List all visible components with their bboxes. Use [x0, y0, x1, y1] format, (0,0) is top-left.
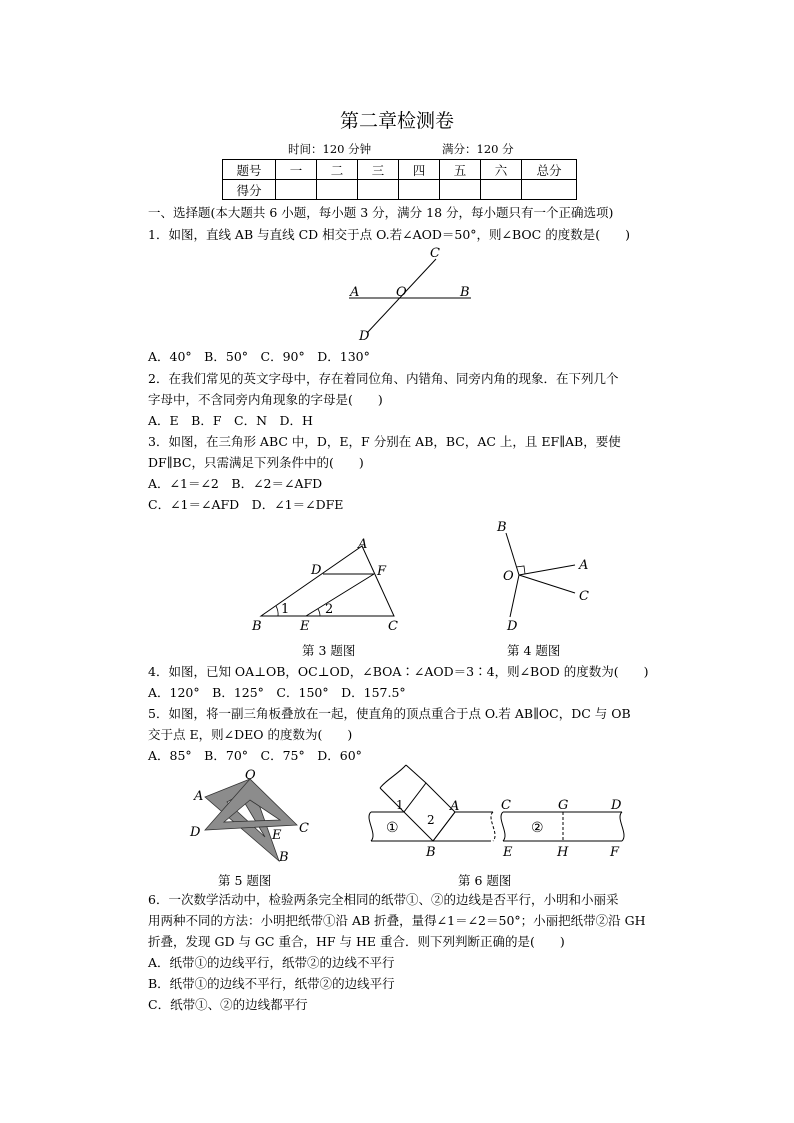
score-header-cell: 题号: [223, 160, 276, 180]
q6-strip1-left-end: [369, 812, 373, 841]
q6-strip2-left-end: [501, 812, 505, 841]
q5-stem-line1: 5．如图，将一副三角板叠放在一起，使直角的顶点重合于点 O.若 AB∥OC，DC 与 OB: [148, 706, 631, 721]
q6-label-b: B: [426, 845, 436, 860]
q2-stem-line1: 2．在我们常见的英文字母中，存在着同位角、内错角、同旁内角的现象．在下列几个: [148, 371, 619, 386]
q5-label-e: E: [272, 828, 282, 843]
q1-label-d: D: [359, 329, 370, 344]
q1-label-a: A: [350, 285, 360, 300]
q6-fold-end: [380, 765, 406, 788]
score-header-cell: 六: [481, 160, 522, 180]
q1-label-o: O: [396, 285, 407, 300]
q1-options: A．40° B．50° C．90° D．130°: [148, 349, 370, 364]
q5-label-a: A: [194, 789, 204, 804]
score-header-cell: 总分: [522, 160, 577, 180]
q6-stem-line2: 用两种不同的方法：小明把纸带①沿 AB 折叠，量得∠1＝∠2＝50°；小丽把纸带②沿 GH: [148, 913, 646, 928]
q6-label-strip1: ①: [386, 820, 399, 836]
q6-stem-line1: 6．一次数学活动中，检验两条完全相同的纸带①、②的边线是否平行，小明和小丽采: [148, 892, 619, 907]
q6-label-e: E: [503, 845, 513, 860]
q6-fold-right-edge: [406, 765, 426, 783]
q3-label-angle1: 1: [281, 602, 290, 617]
q3-caption: 第 3 题图: [302, 643, 356, 658]
q3-options-line2: C．∠1＝∠AFD D．∠1＝∠DFE: [148, 497, 344, 512]
q6-option-c: C．纸带①、②的边线都平行: [148, 997, 308, 1012]
q4-label-c: C: [579, 589, 589, 604]
q3-label-b: B: [252, 619, 262, 634]
q6-label-angle1: 1: [396, 798, 404, 812]
score-header-cell: 二: [317, 160, 358, 180]
score-header-cell: 三: [358, 160, 399, 180]
q1-label-b: B: [460, 285, 470, 300]
q3-label-f: F: [377, 564, 387, 579]
q6-label-angle2: 2: [427, 813, 435, 827]
q3-label-d: D: [311, 563, 322, 578]
q6-label-c: C: [501, 798, 511, 813]
q6-strip1-folded-part: [404, 783, 455, 841]
q3-label-e: E: [300, 619, 310, 634]
q6-label-a: A: [450, 799, 460, 814]
score-header-cell: 五: [440, 160, 481, 180]
score-row-label: 得分: [223, 180, 276, 200]
score-header-cell: 四: [399, 160, 440, 180]
q6-label-strip2: ②: [531, 820, 544, 836]
q5-caption: 第 5 题图: [218, 873, 272, 888]
page-title: 第二章检测卷: [339, 110, 454, 132]
q5-stem-line2: 交于点 E，则∠DEO 的度数为( ): [148, 727, 353, 742]
q6-strip2-right-end: [620, 812, 624, 841]
q5-label-o: O: [245, 768, 256, 783]
q6-label-h: H: [557, 845, 569, 860]
q6-strip1-dashed-end: [491, 812, 495, 841]
q6-caption: 第 6 题图: [458, 873, 512, 888]
q6-label-g: G: [558, 798, 569, 813]
q3-label-c: C: [388, 619, 398, 634]
q4-label-b: B: [497, 520, 507, 535]
q5-label-c: C: [299, 821, 309, 836]
q1-label-c: C: [430, 246, 440, 261]
q5-options: A．85° B．70° C．75° D．60°: [148, 748, 362, 763]
q1-stem: 1．如图，直线 AB 与直线 CD 相交于点 O.若∠AOD＝50°，则∠BOC 的度数是( ): [148, 227, 630, 242]
q2-stem-line2: 字母中，不含同旁内角现象的字母是( ): [148, 392, 383, 407]
q5-label-b: B: [279, 850, 289, 865]
q6-label-f: F: [610, 845, 620, 860]
q2-options: A．E B．F C．N D．H: [148, 413, 313, 428]
q4-stem: 4．如图，已知 OA⊥OB，OC⊥OD，∠BOA∶∠AOD＝3∶4，则∠BOD 的度数为( ): [148, 664, 649, 679]
q4-options: A．120° B．125° C．150° D．157.5°: [148, 685, 406, 700]
q6-option-a: A．纸带①的边线平行，纸带②的边线不平行: [148, 955, 395, 970]
q3-label-a: A: [358, 537, 368, 552]
q4-label-d: D: [507, 619, 518, 634]
q4-label-a: A: [579, 558, 589, 573]
q3-options-line1: A．∠1＝∠2 B．∠2＝∠AFD: [148, 476, 323, 491]
q4-label-o: O: [503, 569, 514, 584]
q5-label-d: D: [190, 825, 201, 840]
q3-stem-line2: DF∥BC，只需满足下列条件中的( ): [148, 455, 364, 470]
q6-stem-line3: 折叠，发现 GD 与 GC 重合，HF 与 HE 重合．则下列判断正确的是( ): [148, 934, 565, 949]
exam-time: 时间：120 分钟: [288, 142, 372, 156]
score-header-cell: 一: [276, 160, 317, 180]
q4-caption: 第 4 题图: [507, 643, 561, 658]
q6-label-d: D: [611, 798, 622, 813]
full-score: 满分：120 分: [442, 142, 514, 156]
q3-stem-line1: 3．如图，在三角形 ABC 中，D，E，F 分别在 AB，BC，AC 上，且 EF∥AB，要使: [148, 434, 621, 449]
section-heading: 一、选择题(本大题共 6 小题，每小题 3 分，满分 18 分，每小题只有一个正确选项): [148, 205, 614, 220]
q3-label-angle2: 2: [325, 602, 334, 617]
q6-option-b: B．纸带①的边线不平行，纸带②的边线平行: [148, 976, 395, 991]
